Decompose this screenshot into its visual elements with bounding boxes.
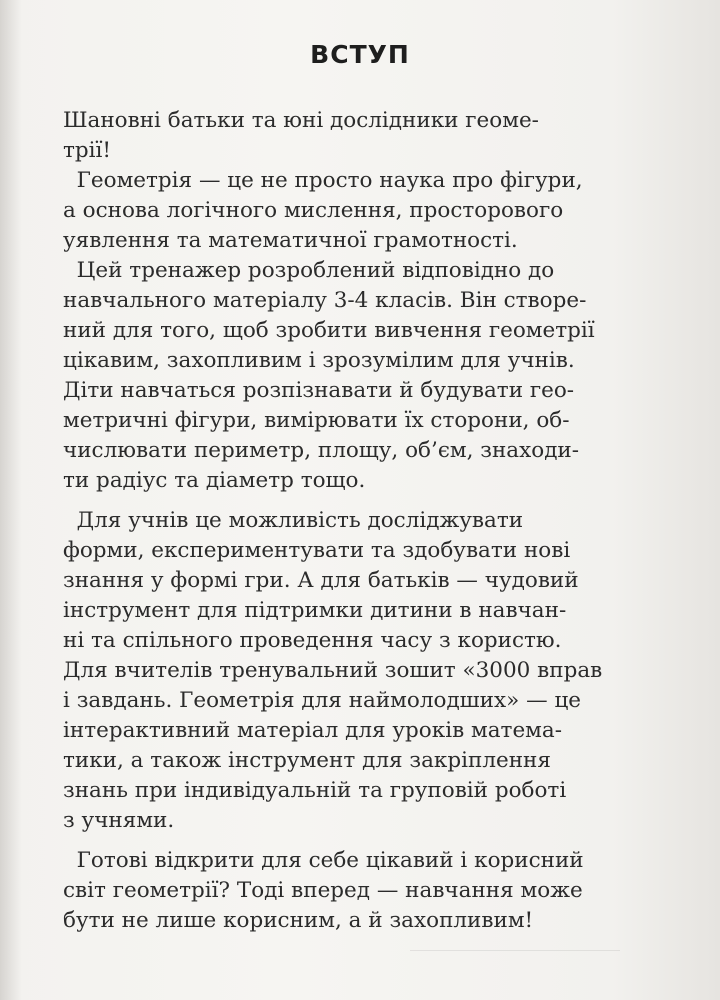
text-line: світ геометрії? Тоді вперед — навчання може	[63, 878, 583, 903]
text-line: Цей тренажер розроблений відповідно до	[63, 258, 555, 283]
text-line: метричні фігури, вимірювати їх сторони, об-	[63, 408, 570, 433]
text-line: трії!	[63, 138, 112, 163]
text-line: інструмент для підтримки дитини в навчан-	[63, 598, 567, 623]
text-line: інтерактивний матеріал для уроків матема-	[63, 718, 562, 743]
text-line: ний для того, щоб зробити вивчення геометрії	[63, 318, 595, 343]
page-title: ВСТУП	[310, 40, 410, 69]
text-line: з учнями.	[63, 808, 175, 833]
text-line: навчального матеріалу 3-4 класів. Він створе-	[63, 288, 587, 313]
text-line: уявлення та математичної грамотності.	[63, 228, 518, 253]
text-line: ні та спільного проведення часу з користю.	[63, 628, 562, 653]
text-line: знань при індивідуальній та груповій роботі	[63, 778, 567, 803]
text-line: тики, а також інструмент для закріплення	[63, 748, 551, 773]
text-line: а основа логічного мислення, просторового	[63, 198, 564, 223]
bleed-through-rule	[410, 950, 620, 951]
page-gutter-shadow	[0, 0, 22, 1000]
text-line: ти радіус та діаметр тощо.	[63, 468, 366, 493]
text-line: Шановні батьки та юні дослідники геоме-	[63, 108, 539, 133]
text-line: бути не лише корисним, а й захопливим!	[63, 908, 534, 933]
text-line: числювати периметр, площу, об’єм, знаходи-	[63, 438, 580, 463]
text-line: Для учнів це можливість досліджувати	[63, 508, 524, 533]
text-line: Діти навчаться розпізнавати й будувати гео-	[63, 378, 575, 403]
text-line: Готові відкрити для себе цікавий і корисний	[63, 848, 584, 873]
text-line: і завдань. Геометрія для наймолодших» — це	[63, 688, 581, 713]
text-line: Геометрія — це не просто наука про фігури,	[63, 168, 583, 193]
text-line: форми, експериментувати та здобувати нові	[63, 538, 571, 563]
text-line: знання у формі гри. А для батьків — чудовий	[63, 568, 579, 593]
text-line: цікавим, захопливим і зрозумілим для учнів.	[63, 348, 575, 373]
text-line: Для вчителів тренувальний зошит «3000 вправ	[63, 658, 603, 683]
